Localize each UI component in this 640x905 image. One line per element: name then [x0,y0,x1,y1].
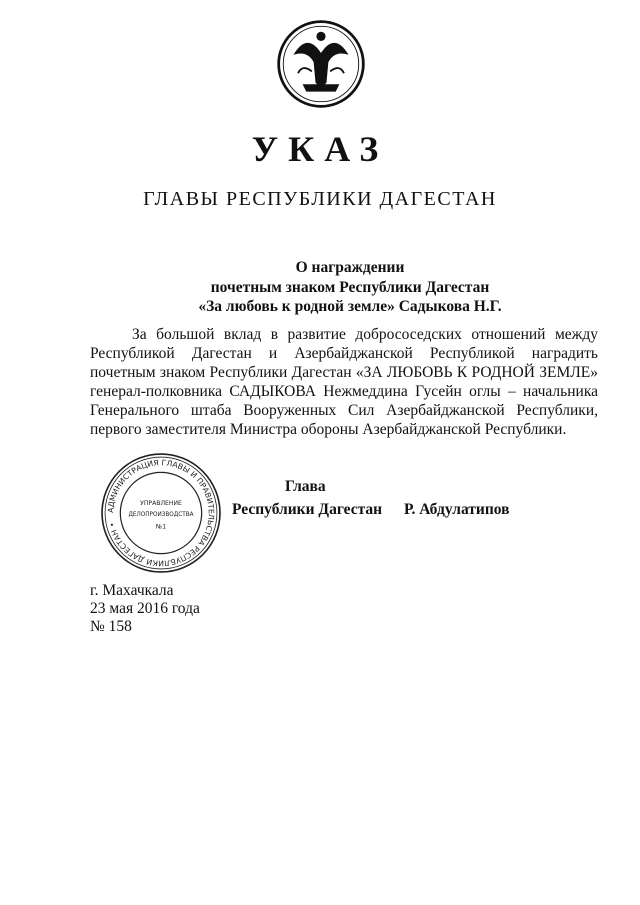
signatory-position-1: Глава [285,478,326,495]
coat-of-arms-emblem [275,18,367,110]
issuer-subtitle: ГЛАВЫ РЕСПУБЛИКИ ДАГЕСТАН [143,188,497,210]
stamp-ring-text: АДМИНИСТРАЦИЯ ГЛАВЫ И ПРАВИТЕЛЬСТВА РЕСПУБЛИКИ ДАГЕСТАН • [106,458,216,568]
signatory-name: Р. Абдулатипов [404,501,510,518]
stamp-center-2: ДЕЛОПРОИЗВОДСТВА [128,511,195,519]
subject-line-2: почетным знаком Республики Дагестан [210,279,490,296]
issue-date: 23 мая 2016 года [90,600,200,617]
subject-line-1: О награждении [295,259,405,276]
stamp-center-1: УПРАВЛЕНИЕ [140,499,182,507]
decree-number: № 158 [90,618,132,635]
subject-line-3: «За любовь к родной земле» Садыкова Н.Г. [198,298,502,315]
document-type-title: УКАЗ [251,129,389,169]
place-of-issue: г. Махачкала [90,582,174,599]
official-stamp [100,452,222,574]
signatory-position-2: Республики Дагестан [232,501,383,518]
stamp-center-3: №1 [155,523,167,531]
decree-body: За большой вклад в развитие добрососедских отношений между Республикой Дагестан и Азербайджанской Республикой наградить почетным знаком Республики Дагестан «ЗА ЛЮБОВЬ К РОДНОЙ ЗЕМЛЕ» генерал-полковника САДЫКОВА Нежмеддина Гусейн оглы – начальника Генерального штаба Вооруженных Сил Азербайджанской Республики, первого заместителя Министра обороны Азербайджанской Республики. [90,326,598,438]
